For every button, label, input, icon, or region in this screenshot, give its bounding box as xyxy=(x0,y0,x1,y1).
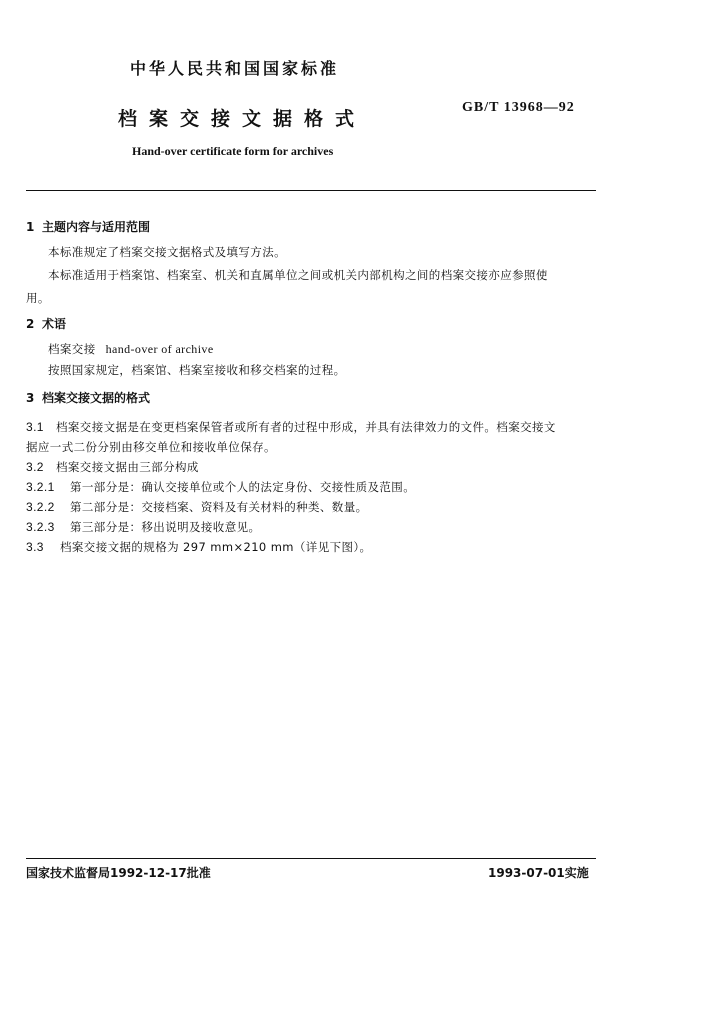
implementation-date: 1993-07-01实施 xyxy=(488,866,589,880)
clause-3-2 xyxy=(26,459,199,475)
clause-3-1-text: 档案交接文据是在变更档案保管者或所有者的过程中形成，并具有法律效力的文件。档案交接文 xyxy=(56,420,556,434)
section-2-number: 2 xyxy=(26,317,35,331)
document-title: 档案交接文据格式 xyxy=(118,108,367,130)
standard-organization: 中华人民共和国国家标准 xyxy=(130,59,340,78)
section-1-title: 主题内容与适用范围 xyxy=(42,220,151,234)
section-3-number: 3 xyxy=(26,391,35,405)
clause-3-2-1-text: 第一部分是：确认交接单位或个人的法定身份、交接性质及范围。 xyxy=(70,480,416,494)
clause-3-1-line-2: 据应一式二份分别由移交单位和接收单位保存。 xyxy=(26,440,276,454)
clause-3-1-line-1 xyxy=(26,419,556,435)
section-1-paragraph-2-line-1: 本标准适用于档案馆、档案室、机关和直属单位之间或机关内部机构之间的档案交接亦应参照使 xyxy=(48,268,548,282)
footer-divider xyxy=(26,858,596,859)
term-english: hand-over of archive xyxy=(105,342,214,356)
section-3-title: 档案交接文据的格式 xyxy=(42,391,151,405)
clause-3-2-3 xyxy=(26,519,260,535)
clause-3-2-3-number: 3.2.3 xyxy=(26,520,55,534)
section-1-paragraph-1: 本标准规定了档案交接文据格式及填写方法。 xyxy=(48,245,286,259)
clause-3-3-number: 3.3 xyxy=(26,540,44,554)
clause-3-2-1-number: 3.2.1 xyxy=(26,480,55,494)
clause-3-3-text: 档案交接文据的规格为 297 mm×210 mm（详见下图）。 xyxy=(60,540,372,554)
approval-date: 国家技术监督局1992-12-17批准 xyxy=(26,866,211,880)
clause-3-1-number: 3.1 xyxy=(26,420,44,434)
clause-3-2-2-text: 第二部分是：交接档案、资料及有关材料的种类、数量。 xyxy=(70,500,368,514)
section-1-heading xyxy=(26,218,150,235)
section-3-heading xyxy=(26,389,150,406)
clause-3-2-2 xyxy=(26,499,368,515)
section-1-number: 1 xyxy=(26,220,35,234)
term-chinese: 档案交接 xyxy=(48,342,96,356)
english-title: Hand-over certificate form for archives xyxy=(132,144,334,158)
section-1-paragraph-2-line-2: 用。 xyxy=(26,291,50,305)
clause-3-2-1 xyxy=(26,479,415,495)
section-2-heading xyxy=(26,315,66,332)
term-definition: 按照国家规定，档案馆、档案室接收和移交档案的过程。 xyxy=(48,363,346,377)
section-2-title: 术语 xyxy=(42,317,67,331)
clause-3-3 xyxy=(26,539,371,555)
clause-3-2-number: 3.2 xyxy=(26,460,44,474)
clause-3-2-text: 档案交接文据由三部分构成 xyxy=(56,460,199,474)
header-divider xyxy=(26,190,596,191)
clause-3-2-3-text: 第三部分是：移出说明及接收意见。 xyxy=(70,520,261,534)
standard-code: GB/T 13968—92 xyxy=(462,100,575,115)
term-entry xyxy=(48,341,214,357)
clause-3-2-2-number: 3.2.2 xyxy=(26,500,55,514)
